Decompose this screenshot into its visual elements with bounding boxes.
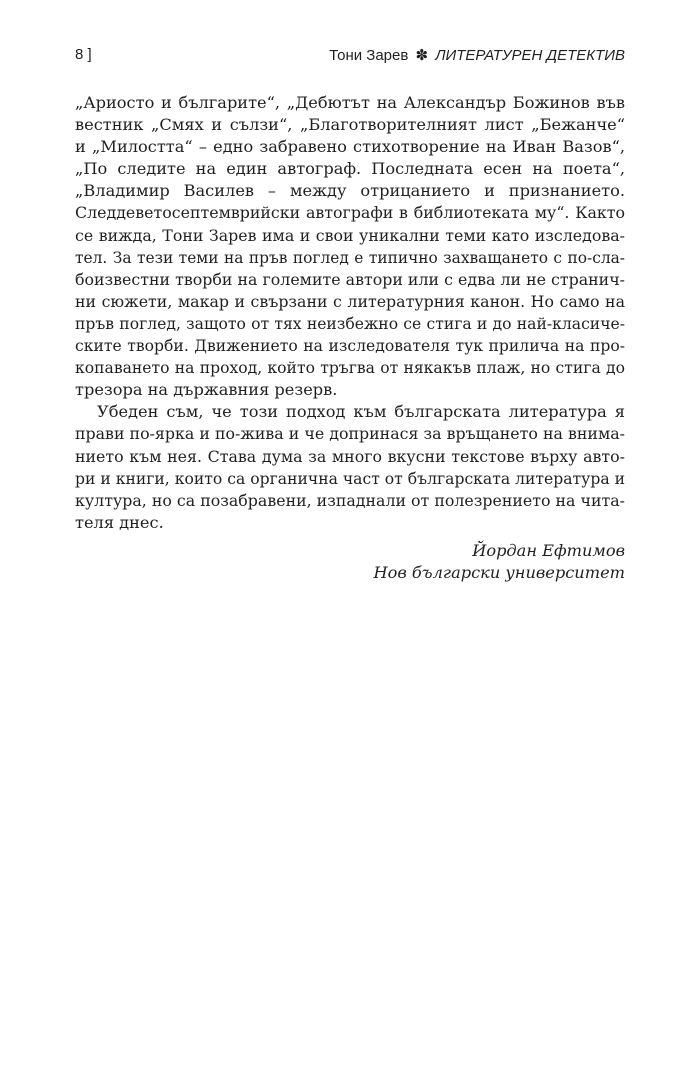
text-line: нието към нея. Става дума за много вкусни текстове върху авто- xyxy=(75,446,625,466)
running-header xyxy=(75,46,625,70)
body-text xyxy=(75,92,625,534)
text-line: пръв поглед, защото от тях неизбежно се стига и до най-класиче- xyxy=(75,314,625,333)
text-line: вестник „Смях и сълзи“, „Благотворителният лист „Бежанче“ xyxy=(75,115,625,135)
running-head-book-title: ЛИТЕРАТУРЕН ДЕТЕКТИВ xyxy=(435,47,625,64)
flower-ornament-icon: ✽ xyxy=(415,47,429,64)
signature-block xyxy=(75,540,625,584)
text-line: и „Милостта“ – едно забравено стихотворение на Иван Вазов“, xyxy=(75,137,625,157)
page-number: 8 ] xyxy=(75,46,92,63)
text-line: Следдеветосептемврийски автографи в библиотеката му“. Както xyxy=(75,203,625,223)
signature-name: Йордан Ефтимов xyxy=(472,541,625,560)
text-line: ските творби. Движението на изследователя тук прилича на про- xyxy=(75,337,625,356)
text-line: копаването на проход, който тръгва от някакъв плаж, но стига до xyxy=(75,359,625,378)
text-line: тел. За тези теми на пръв поглед е типично захващането с по-сла- xyxy=(75,248,625,267)
text-line: теля днес. xyxy=(75,512,164,532)
text-line: „Владимир Василев – между отрицанието и признанието. xyxy=(75,181,625,201)
text-line: „Ариосто и българите“, „Дебютът на Александър Божинов във xyxy=(75,93,625,112)
text-line: култура, но са позабравени, изпаднали от полезрението на чита- xyxy=(75,490,625,510)
text-line: ни сюжети, макар и свързани с литературния канон. Но само на xyxy=(75,291,625,311)
text-line: боизвестни творби на големите автори или с едва ли не странич- xyxy=(75,269,625,289)
paragraph-1 xyxy=(75,92,625,401)
text-line: прави по-ярка и по-жива и че допринася за връщането на внима- xyxy=(75,424,625,444)
text-line: ри и книги, които са органична част от българската литература и xyxy=(75,469,625,488)
running-head xyxy=(329,46,625,64)
signature-affiliation: Нов български университет xyxy=(373,563,625,583)
text-line: трезора на държавния резерв. xyxy=(75,380,338,400)
text-line: „По следите на един автограф. Последната есен на поета“, xyxy=(75,159,625,179)
paragraph-2 xyxy=(75,401,625,534)
running-head-author: Тони Зарев xyxy=(329,47,409,64)
text-line: Убеден съм, че този подход към българската литература я xyxy=(97,402,625,422)
text-line: се вижда, Тони Зарев има и свои уникални теми като изследова- xyxy=(75,225,625,245)
